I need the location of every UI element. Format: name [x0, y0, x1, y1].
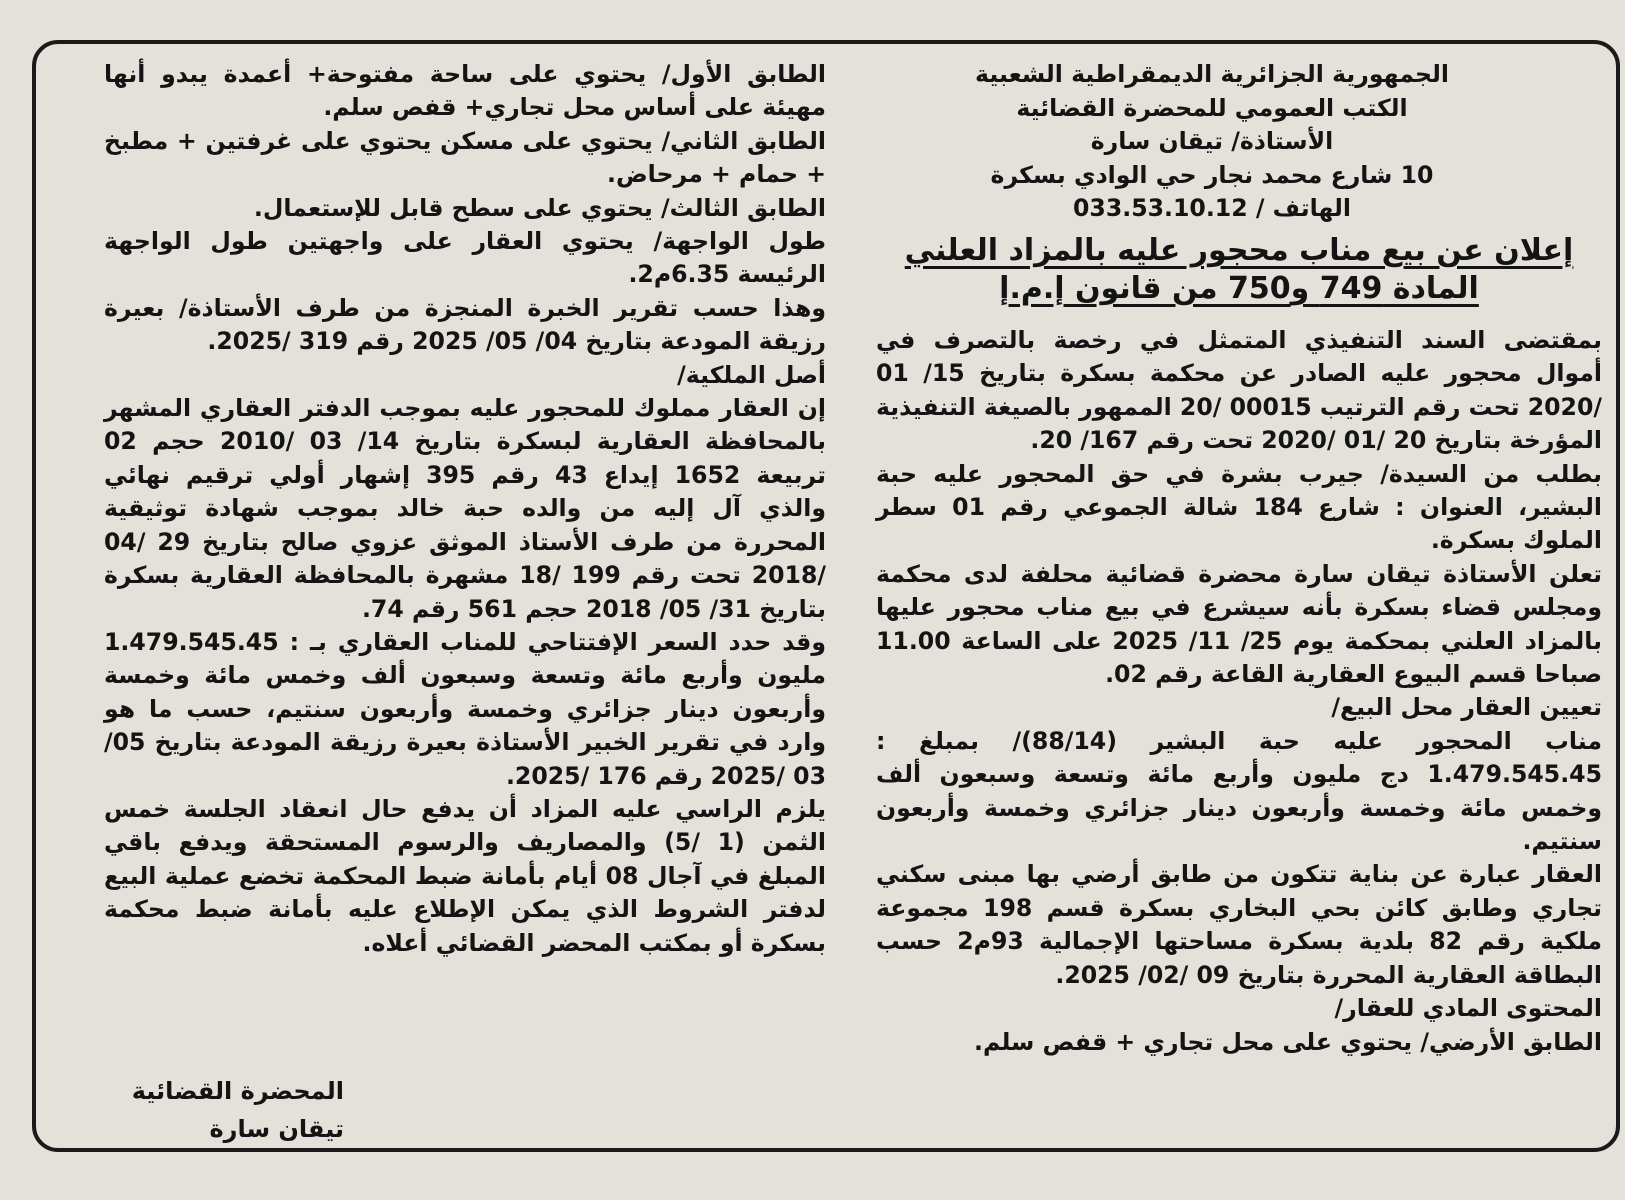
- paragraph-share-amount: مناب المحجور عليه حبة البشير (88/14)/ بمبلغ : 1.479.545.45 دج مليون وأربع مائة وتسعة وسبعون ألف وخمس مائة وخمسة وأربعون دينار جزائري وخمسة وأربعون سنتيم.: [876, 726, 1602, 856]
- paragraph-payment-terms: يلزم الراسي عليه المزاد أن يدفع حال انعقاد الجلسة خمس الثمن (1 /5) والمصاريف والرسوم المستحقة ويدفع باقي المبلغ في آجال 08 أيام بأمانة ضبط المحكمة تخضع عملية البيع لدفتر الشروط الذي يمكن الإطلاع عليه بأمانة ضبط محكمة بسكرة أو بمكتب المحضر القضائي أعلاه.: [104, 794, 826, 957]
- section-heading-property: تعيين العقار محل البيع/: [1331, 693, 1602, 722]
- title-line-2: المادة 749 و750 من قانون إ.م.إ: [999, 270, 1479, 306]
- paragraph-first-floor: الطابق الأول/ يحتوي على ساحة مفتوحة+ أعمدة يبدو أنها مهيئة على أساس محل تجاري+ قفص سلم.: [104, 60, 826, 122]
- section-heading-content: المحتوى المادي للعقار/: [1334, 994, 1602, 1023]
- paragraph-enforcement: بمقتضى السند التنفيذي المتمثل في رخصة بالتصرف في أموال محجور عليه الصادر عن محكمة بسكرة بتاريخ 15/ 01 /2020 تحت رقم الترتيب 00015 /20 الممهور بالصيغة التنفيذية المؤرخة بتاريخ 20 /01 /2020 تحت رقم 167/ 20.: [876, 325, 1602, 455]
- section-heading-ownership: أصل الملكية/: [677, 360, 826, 389]
- paragraph-announcement: تعلن الأستاذة تيقان سارة محضرة قضائية محلفة لدى محكمة ومجلس قضاء بسكرة بأنه سيشرع في بيع مناب محجور عليها بالمزاد العلني بمحكمة يوم 25/ 11/ 2025 على الساعة 11.00 صباحا قسم البيوع العقارية القاعة رقم 02.: [876, 559, 1602, 689]
- paragraph-third-floor: الطابق الثالث/ يحتوي على سطح قابل للإستعمال.: [253, 193, 826, 222]
- header-line-5: الهاتف / 033.53.10.12: [1072, 194, 1352, 223]
- right-column: [876, 58, 1602, 1059]
- header-line-1: الجمهورية الجزائرية الديمقراطية الشعبية: [975, 60, 1449, 88]
- paragraph-ownership: إن العقار مملوك للمحجور عليه بموجب الدفتر العقاري المشهر بالمحافظة العقارية لبسكرة بتاريخ 14/ 03 /2010 حجم 02 تربيعة 1652 إيداع 43 رقم 395 إشهار أولي ترقيم نهائي والذي آل إليه من والده حبة خالد بموجب شهادة توثيقية المحررة من طرف الأستاذ الموثق عزوي صالح بتاريخ 29 /04 /2018 تحت رقم 199 /18 مشهرة بالمحافظة العقارية بسكرة بتاريخ 31/ 05/ 2018 حجم 561 رقم 74.: [104, 394, 827, 623]
- signature-block: [84, 1072, 344, 1148]
- paragraph-request: بطلب من السيدة/ جيرب بشرة في حق المحجور عليه حبة البشير، العنوان : شارع 184 شالة الجموعي رقم 01 سطر الملوك بسكرة.: [876, 459, 1603, 555]
- letterhead: [932, 58, 1492, 226]
- notice-title: [876, 232, 1602, 308]
- paragraph-opening-price: وقد حدد السعر الإفتتاحي للمناب العقاري بـ : 1.479.545.45 مليون وأربع مائة وتسعة وسبعون ألف وخمس مائة وخمسة وأربعون دينار جزائري وخمسة وأربعون سنتيم، حسب ما هو وارد في تقرير الخبير الأستاذة بعيرة رزيقة المودعة بتاريخ 05/ 03 /2025 رقم 176 /2025.: [104, 627, 826, 790]
- header-line-3: الأستاذة/ تيقان سارة: [1090, 127, 1334, 156]
- paragraph-building: العقار عبارة عن بناية تتكون من طابق أرضي بها مبنى سكني تجاري وطابق كائن بحي البخاري بسكرة قسم 198 مجموعة ملكية رقم 82 بلدية بسكرة مساحتها الإجمالية 93م2 حسب البطاقة العقارية المحررة بتاريخ 09 /02/ 2025.: [876, 860, 1603, 989]
- title-line-1: إعلان عن بيع مناب محجور عليه بالمزاد العلني: [904, 232, 1574, 268]
- signature-title: المحضرة القضائية: [131, 1077, 344, 1105]
- header-line-2: الكتب العمومي للمحضرة القضائية: [1016, 93, 1408, 122]
- signature-name: تيقان سارة: [209, 1115, 344, 1143]
- left-column: [104, 58, 826, 960]
- paragraph-ground-floor: الطابق الأرضي/ يحتوي على محل تجاري + قفص سلم.: [974, 1027, 1602, 1056]
- paragraph-expertise: وهذا حسب تقرير الخبرة المنجزة من طرف الأستاذة/ بعيرة رزيقة المودعة بتاريخ 04/ 05/ 2025 رقم 319 /2025.: [104, 293, 826, 356]
- notice-frame: [32, 40, 1620, 1152]
- paragraph-second-floor: الطابق الثاني/ يحتوي على مسكن يحتوي على غرفتين + مطبخ + حمام + مرحاض.: [104, 126, 826, 189]
- header-line-4: 10 شارع محمد نجار حي الوادي بسكرة: [990, 160, 1434, 189]
- paragraph-facade: طول الواجهة/ يحتوي العقار على واجهتين طول الواجهة الرئيسة 6.35م2.: [104, 227, 826, 289]
